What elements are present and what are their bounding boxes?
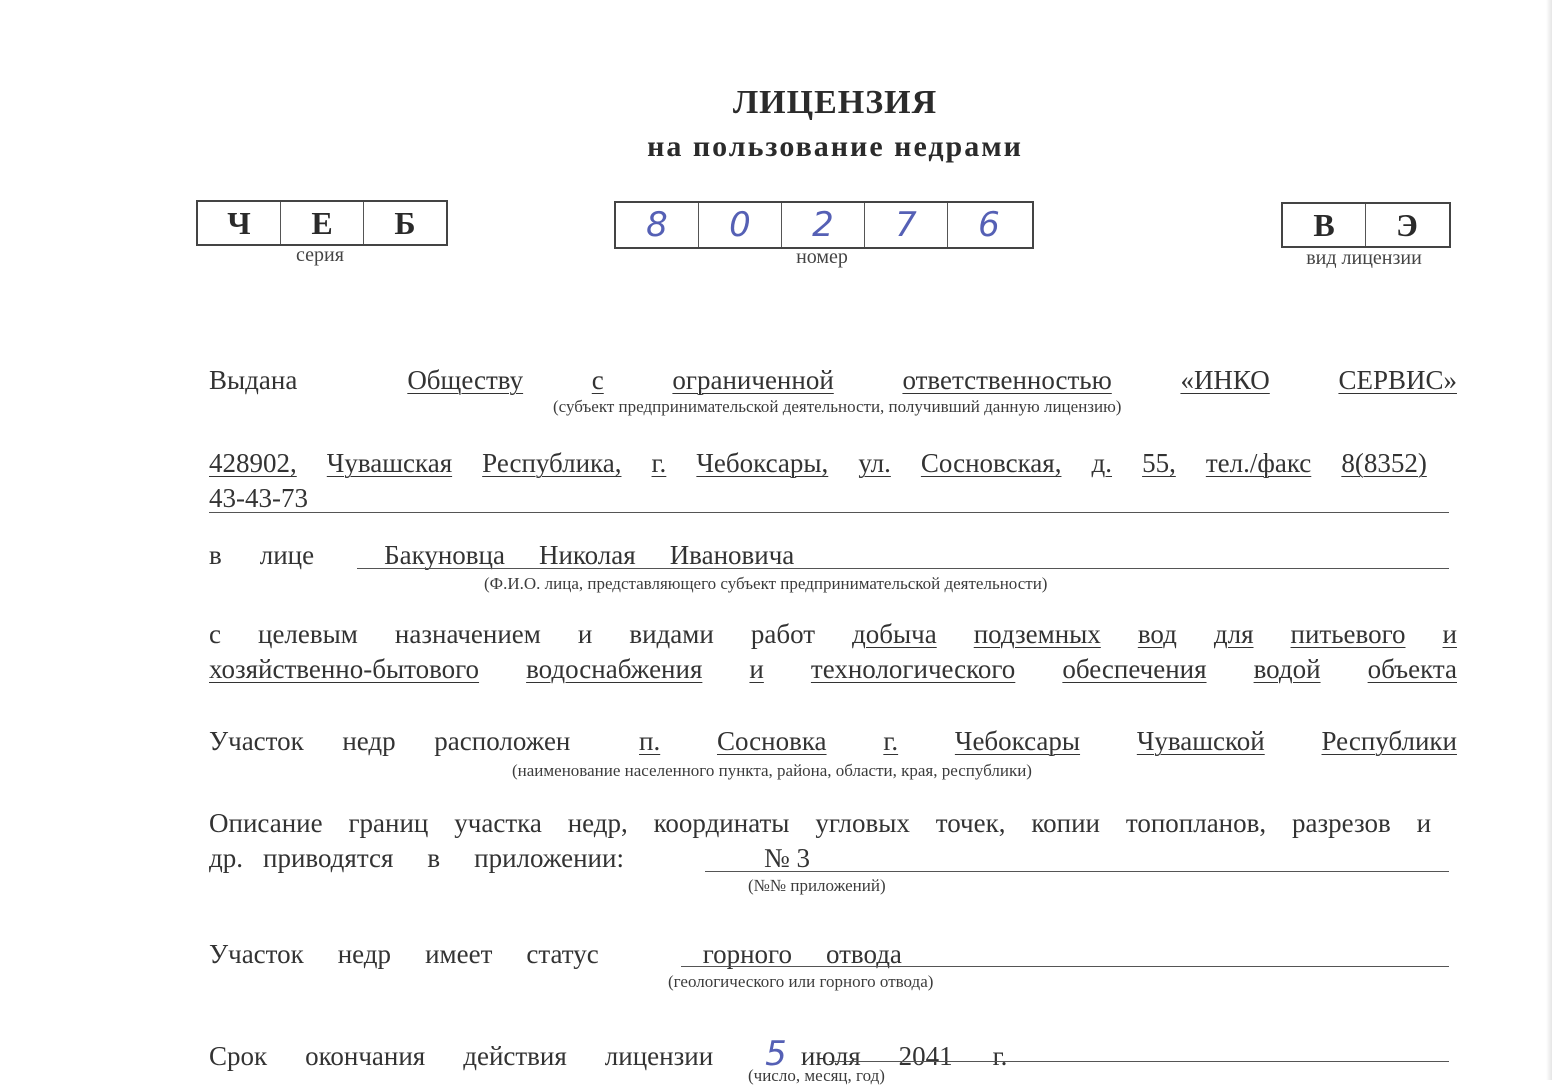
- status-value-word: отвода: [825, 939, 902, 969]
- boundaries-word: и: [1416, 808, 1432, 838]
- address-phone-tail: 43-43-73: [209, 483, 308, 513]
- status-label-word: недр: [337, 939, 392, 969]
- purpose-value-word: и: [1442, 619, 1457, 649]
- address-word: 55,: [1142, 448, 1176, 478]
- boundaries-word: разрезов: [1292, 808, 1391, 838]
- license-type-letter-2: Э: [1396, 206, 1418, 243]
- purpose-value-word: для: [1213, 619, 1254, 649]
- address-word: Сосновская,: [920, 448, 1062, 478]
- location-value-word: п.: [639, 726, 661, 756]
- issued-to-value: [407, 365, 1457, 396]
- address-line-1: [209, 448, 1457, 479]
- issued-word: СЕРВИС»: [1338, 365, 1457, 395]
- boundaries-word: др.: [209, 843, 243, 873]
- boundaries-word: границ: [348, 808, 429, 838]
- address-word: г.: [651, 448, 667, 478]
- representative-line: [209, 540, 1457, 571]
- representative-name-3: Ивановича: [669, 540, 795, 570]
- expiry-label-word: лицензии: [604, 1041, 714, 1071]
- boundaries-word: точек,: [935, 808, 1006, 838]
- expiry-rule: [829, 1061, 1449, 1062]
- boundaries-word: координаты: [653, 808, 790, 838]
- location-label-word: Участок: [209, 726, 304, 756]
- series-caption: серия: [296, 244, 344, 266]
- boundaries-line-1: [209, 808, 1457, 839]
- boundaries-word: недр,: [567, 808, 628, 838]
- location-hint: (наименование населенного пункта, района, области, края, республики): [512, 761, 1032, 780]
- purpose-value-word: водоснабжения: [526, 654, 703, 684]
- issued-word: «ИНКО: [1180, 365, 1270, 395]
- series-boxes: [196, 200, 448, 246]
- address-value: [209, 448, 1457, 479]
- expiry-month: июля: [800, 1041, 861, 1071]
- issued-word: ограниченной: [672, 365, 834, 395]
- number-digit-2: 0: [699, 203, 782, 247]
- expiry-year-suffix: г.: [992, 1041, 1008, 1071]
- status-value-word: горного: [702, 939, 792, 969]
- location-label-word: расположен: [434, 726, 571, 756]
- location-value-word: Сосновка: [716, 726, 827, 756]
- purpose-label-word: целевым: [258, 619, 358, 649]
- license-type-caption: вид лицензии: [1306, 247, 1422, 269]
- purpose-value-word: технологического: [810, 654, 1016, 684]
- representative-name-1: Бакуновца: [384, 540, 505, 570]
- series-letter-2: Е: [281, 202, 364, 244]
- location-value: [639, 726, 1457, 757]
- address-line-2: [209, 483, 1457, 514]
- address-word: Чувашская: [326, 448, 453, 478]
- status-label-word: Участок: [209, 939, 304, 969]
- location-label-word: недр: [342, 726, 396, 756]
- address-word: ул.: [858, 448, 891, 478]
- status-label-word: имеет: [425, 939, 493, 969]
- purpose-value-word: подземных: [973, 619, 1101, 649]
- status-label-word: статус: [526, 939, 599, 969]
- representative-rule: [357, 568, 1449, 569]
- boundaries-word: в: [427, 843, 441, 873]
- representative-name-2: Николая: [538, 540, 636, 570]
- purpose-label-word: с: [209, 619, 221, 649]
- issued-word: Обществу: [407, 365, 524, 395]
- status-rule: [681, 966, 1449, 967]
- issued-to-label: Выдана: [209, 365, 298, 395]
- number-boxes: [614, 201, 1034, 249]
- document-title: ЛИЦЕНЗИЯ: [732, 84, 938, 121]
- document-subtitle: на пользование недрами: [647, 130, 1023, 163]
- purpose-value-word: питьевого: [1290, 619, 1406, 649]
- expiry-day: 5: [765, 1034, 787, 1074]
- representative-label-2: лице: [259, 540, 315, 570]
- number-digit-1: 8: [616, 203, 699, 247]
- boundaries-word: копии: [1031, 808, 1100, 838]
- boundaries-word: Описание: [209, 808, 323, 838]
- license-type-letter-1: В: [1283, 204, 1366, 246]
- expiry-hint: (число, месяц, год): [748, 1066, 885, 1085]
- appendix-number: № 3: [763, 843, 810, 873]
- purpose-value-word: вод: [1137, 619, 1177, 649]
- issued-word: с: [591, 365, 604, 395]
- location-value-word: г.: [883, 726, 899, 756]
- address-rule: [209, 512, 1449, 513]
- purpose-line-1: [209, 619, 1457, 650]
- number-digit-3: 2: [782, 203, 865, 247]
- issued-word: ответственностью: [902, 365, 1112, 395]
- status-hint: (геологического или горного отвода): [668, 972, 934, 991]
- address-word: д.: [1091, 448, 1113, 478]
- purpose-value-word: водой: [1253, 654, 1321, 684]
- license-type-boxes: [1281, 202, 1451, 248]
- number-digit-4: 7: [865, 203, 948, 247]
- purpose-value-word: обеспечения: [1062, 654, 1207, 684]
- address-word: 8(8352): [1341, 448, 1427, 478]
- boundaries-word: приводятся: [263, 843, 394, 873]
- boundaries-word: угловых: [815, 808, 910, 838]
- appendix-rule: [705, 871, 1449, 872]
- series-letter-3: Б: [394, 204, 416, 241]
- address-word: тел./факс: [1205, 448, 1312, 478]
- boundaries-word: участка: [454, 808, 542, 838]
- appendix-hint: (№№ приложений): [748, 876, 886, 895]
- purpose-value-word: добыча: [852, 619, 937, 649]
- location-value-word: Чебоксары: [954, 726, 1081, 756]
- number-caption: номер: [796, 246, 848, 268]
- boundaries-line-2: [209, 843, 1457, 874]
- purpose-label-word: видами: [629, 619, 714, 649]
- issued-to-hint: (субъект предпринимательской деятельности, получивший данную лицензию): [553, 397, 1122, 416]
- address-word: Чебоксары,: [696, 448, 829, 478]
- purpose-value-word: хозяйственно-бытового: [209, 654, 480, 684]
- expiry-label-word: действия: [463, 1041, 567, 1071]
- location-value-word: Республики: [1321, 726, 1457, 756]
- series-letter-1: Ч: [198, 202, 281, 244]
- address-word: 428902,: [209, 448, 297, 478]
- purpose-value-word: и: [749, 654, 764, 684]
- representative-label-1: в: [209, 540, 222, 570]
- expiry-label-word: окончания: [305, 1041, 426, 1071]
- purpose-label-word: и: [577, 619, 593, 649]
- expiry-year: 2041: [898, 1041, 953, 1071]
- expiry-label-word: Срок: [209, 1041, 268, 1071]
- purpose-value-word: объекта: [1367, 654, 1457, 684]
- location-line: [209, 726, 1457, 757]
- number-digit-5: 6: [978, 205, 1000, 245]
- representative-hint: (Ф.И.О. лица, представляющего субъект предпринимательской деятельности): [484, 574, 1048, 593]
- purpose-line-2: [209, 654, 1457, 685]
- boundaries-word: топопланов,: [1125, 808, 1267, 838]
- location-value-word: Чувашской: [1136, 726, 1265, 756]
- address-word: Республика,: [482, 448, 622, 478]
- issued-to-line: [209, 365, 1457, 396]
- boundaries-word: приложении:: [474, 843, 624, 873]
- purpose-label-word: назначением: [394, 619, 541, 649]
- purpose-label-word: работ: [750, 619, 816, 649]
